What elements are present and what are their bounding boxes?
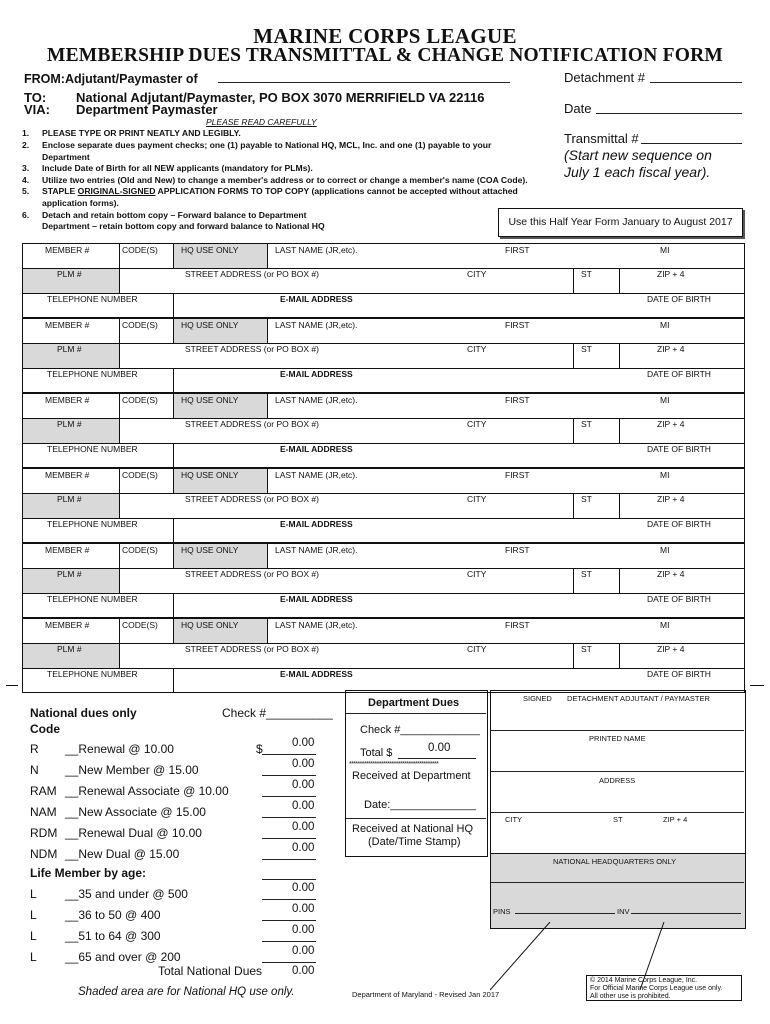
state-label: ST bbox=[581, 644, 592, 654]
department-dues-box bbox=[345, 690, 488, 857]
department-total-label: Total $ bbox=[360, 747, 393, 759]
dob-label: DATE OF BIRTH bbox=[647, 444, 711, 454]
life-member-heading: Life Member by age: bbox=[30, 866, 147, 880]
printed-name-field[interactable] bbox=[491, 731, 744, 771]
street-label: STREET ADDRESS (or PO BOX #) bbox=[185, 344, 319, 354]
dues-amount-3[interactable]: 0.00 bbox=[292, 800, 315, 812]
zip-label: ZIP + 4 bbox=[657, 569, 685, 579]
department-divider bbox=[346, 818, 486, 819]
instruction-2: 2. Enclose separate dues payment checks; one (1) payable to National HQ, MCL, Inc. and one (1) payable to your Department bbox=[22, 140, 492, 162]
dues-amount-2[interactable]: 0.00 bbox=[292, 779, 315, 791]
copyright-box bbox=[586, 975, 742, 1001]
first-name-label: FIRST bbox=[505, 545, 530, 555]
dues-code-2: RAM bbox=[30, 784, 57, 798]
half-year-note-box bbox=[498, 208, 743, 237]
dob-label: DATE OF BIRTH bbox=[647, 519, 711, 529]
last-name-label: LAST NAME (JR,etc). bbox=[275, 470, 358, 480]
transmittal-label: Transmittal # bbox=[564, 131, 639, 146]
zip-label: ZIP + 4 bbox=[657, 419, 685, 429]
pins-field[interactable] bbox=[515, 913, 615, 914]
dues-amount-line-5 bbox=[262, 859, 316, 860]
hq-use-label: HQ USE ONLY bbox=[181, 395, 239, 405]
email-label: E-MAIL ADDRESS bbox=[280, 594, 353, 604]
date-time-stamp: (Date/Time Stamp) bbox=[368, 836, 461, 848]
dues-code-4: RDM bbox=[30, 826, 58, 840]
total-national-label: Total National Dues bbox=[158, 964, 263, 978]
code-heading: Code bbox=[30, 722, 60, 736]
mi-label: MI bbox=[660, 470, 670, 480]
email-label: E-MAIL ADDRESS bbox=[280, 444, 353, 454]
copyright-line2: For Official Marine Corps League use only. bbox=[590, 985, 723, 992]
dob-label: DATE OF BIRTH bbox=[647, 594, 711, 604]
dues-amount-1[interactable]: 0.00 bbox=[292, 758, 315, 770]
read-carefully: PLEASE READ CAREFULLY bbox=[206, 117, 317, 127]
member-number-label: MEMBER # bbox=[45, 320, 90, 330]
life-amount-line-1 bbox=[262, 920, 316, 921]
street-label: STREET ADDRESS (or PO BOX #) bbox=[185, 644, 319, 654]
hq-use-label: HQ USE ONLY bbox=[181, 545, 239, 555]
dues-amount-line-2 bbox=[262, 796, 316, 797]
address-field[interactable] bbox=[491, 772, 744, 812]
dues-code-3: NAM bbox=[30, 805, 57, 819]
street-label: STREET ADDRESS (or PO BOX #) bbox=[185, 494, 319, 504]
dues-code-5: NDM bbox=[30, 847, 58, 861]
life-desc-3[interactable]: __65 and over @ 200 bbox=[65, 950, 181, 964]
life-amount-1[interactable]: 0.00 bbox=[292, 903, 315, 915]
pins-label: PINS bbox=[493, 907, 511, 916]
life-code-1: L bbox=[30, 908, 37, 922]
instruction-4: 4. Utilize two entries (Old and New) to change a member's address or to correct or change a member's name (COA Code). bbox=[22, 175, 528, 185]
nhq-divider bbox=[491, 882, 744, 883]
adjutant-label: DETACHMENT ADJUTANT / PAYMASTER bbox=[567, 694, 710, 703]
last-name-label: LAST NAME (JR,etc). bbox=[275, 245, 358, 255]
member-entry-1 bbox=[22, 243, 745, 318]
telephone-label: TELEPHONE NUMBER bbox=[47, 594, 138, 604]
life-desc-0[interactable]: __35 and under @ 500 bbox=[65, 887, 188, 901]
signature-field[interactable] bbox=[491, 690, 744, 730]
city-label: CITY bbox=[467, 644, 487, 654]
dues-amount-5[interactable]: 0.00 bbox=[292, 842, 315, 854]
sig-state-label: ST bbox=[613, 815, 623, 824]
member-entry-5 bbox=[22, 543, 745, 618]
first-name-label: FIRST bbox=[505, 620, 530, 630]
dues-code-0: R bbox=[30, 742, 39, 756]
printed-name-label: PRINTED NAME bbox=[589, 734, 646, 743]
city-label: CITY bbox=[467, 569, 487, 579]
telephone-label: TELEPHONE NUMBER bbox=[47, 294, 138, 304]
department-revised: Department of Maryland - Revised Jan 2017 bbox=[352, 990, 500, 999]
dues-prefix-0: $ bbox=[256, 742, 263, 756]
first-name-label: FIRST bbox=[505, 320, 530, 330]
dob-label: DATE OF BIRTH bbox=[647, 669, 711, 679]
instruction-6b: Department – retain bottom copy and forward balance to National HQ bbox=[42, 221, 325, 231]
national-hq-only-label: NATIONAL HEADQUARTERS ONLY bbox=[553, 857, 677, 866]
plm-label: PLM # bbox=[57, 344, 82, 354]
dues-desc-1[interactable]: __New Member @ 15.00 bbox=[65, 763, 199, 777]
last-name-label: LAST NAME (JR,etc). bbox=[275, 395, 358, 405]
department-total-amount[interactable]: 0.00 bbox=[428, 742, 451, 754]
sig-divider-3 bbox=[491, 812, 744, 813]
first-name-label: FIRST bbox=[505, 470, 530, 480]
to-value: National Adjutant/Paymaster, PO BOX 3070 MERRIFIELD VA 22116 bbox=[76, 90, 485, 105]
member-number-label: MEMBER # bbox=[45, 245, 90, 255]
life-desc-2[interactable]: __51 to 64 @ 300 bbox=[65, 929, 161, 943]
instruction-5: 5. STAPLE ORIGINAL-SIGNED APPLICATION FORMS TO TOP COPY (applications cannot be accepted without attached application forms). bbox=[22, 186, 518, 208]
dues-amount-4[interactable]: 0.00 bbox=[292, 821, 315, 833]
dues-desc-0[interactable]: __Renewal @ 10.00 bbox=[65, 742, 174, 756]
plm-label: PLM # bbox=[57, 494, 82, 504]
life-amount-2[interactable]: 0.00 bbox=[292, 924, 315, 936]
national-hq-only-box bbox=[490, 853, 746, 929]
state-label: ST bbox=[581, 269, 592, 279]
sequence-note-1: (Start new sequence on bbox=[564, 147, 712, 163]
email-label: E-MAIL ADDRESS bbox=[280, 294, 353, 304]
date-field[interactable] bbox=[596, 113, 742, 114]
date-label: Date bbox=[564, 101, 592, 116]
zip-label: ZIP + 4 bbox=[657, 494, 685, 504]
hq-use-label: HQ USE ONLY bbox=[181, 470, 239, 480]
life-amount-3[interactable]: 0.00 bbox=[292, 945, 315, 957]
state-label: ST bbox=[581, 494, 592, 504]
codes-label: CODE(S) bbox=[122, 545, 158, 555]
street-label: STREET ADDRESS (or PO BOX #) bbox=[185, 569, 319, 579]
signed-label: SIGNED bbox=[523, 694, 552, 703]
codes-label: CODE(S) bbox=[122, 245, 158, 255]
detach-mark-right bbox=[750, 685, 764, 686]
received-at-department: Received at Department bbox=[352, 770, 471, 782]
dues-amount-line-3 bbox=[262, 817, 316, 818]
detachment-field[interactable] bbox=[650, 82, 742, 83]
email-label: E-MAIL ADDRESS bbox=[280, 519, 353, 529]
zip-label: ZIP + 4 bbox=[657, 344, 685, 354]
hq-use-label: HQ USE ONLY bbox=[181, 245, 239, 255]
first-name-label: FIRST bbox=[505, 245, 530, 255]
city-label: CITY bbox=[467, 344, 487, 354]
zip-label: ZIP + 4 bbox=[657, 269, 685, 279]
state-label: ST bbox=[581, 419, 592, 429]
sig-zip-label: ZIP + 4 bbox=[663, 815, 688, 824]
sequence-note-2: July 1 each fiscal year). bbox=[564, 164, 711, 180]
copyright-line3: All other use is prohibited. bbox=[590, 993, 671, 1000]
plm-label: PLM # bbox=[57, 269, 82, 279]
dues-desc-5[interactable]: __New Dual @ 15.00 bbox=[65, 847, 180, 861]
hq-use-label: HQ USE ONLY bbox=[181, 320, 239, 330]
via-value: Department Paymaster bbox=[76, 102, 218, 117]
life-amount-line-2 bbox=[262, 941, 316, 942]
telephone-label: TELEPHONE NUMBER bbox=[47, 444, 138, 454]
email-label: E-MAIL ADDRESS bbox=[280, 369, 353, 379]
form-title-line1: MARINE CORPS LEAGUE bbox=[253, 24, 517, 48]
total-national-amount[interactable]: 0.00 bbox=[292, 965, 315, 977]
plm-label: PLM # bbox=[57, 419, 82, 429]
mi-label: MI bbox=[660, 320, 670, 330]
hq-use-label: HQ USE ONLY bbox=[181, 620, 239, 630]
department-check-field[interactable]: Check #_____________ bbox=[360, 724, 480, 736]
dues-amount-line-1 bbox=[262, 775, 316, 776]
member-number-label: MEMBER # bbox=[45, 620, 90, 630]
instruction-1: 1. PLEASE TYPE OR PRINT NEATLY AND LEGIBLY. bbox=[22, 128, 241, 138]
life-amount-line-3 bbox=[262, 962, 316, 963]
department-stars: ****************************************** bbox=[349, 761, 439, 768]
member-number-label: MEMBER # bbox=[45, 545, 90, 555]
transmittal-field[interactable] bbox=[641, 143, 742, 144]
dues-code-1: N bbox=[30, 763, 39, 777]
diagonal-left bbox=[490, 922, 550, 990]
telephone-label: TELEPHONE NUMBER bbox=[47, 369, 138, 379]
received-at-hq: Received at National HQ bbox=[352, 823, 474, 835]
street-label: STREET ADDRESS (or PO BOX #) bbox=[185, 419, 319, 429]
member-entry-2 bbox=[22, 318, 745, 393]
codes-label: CODE(S) bbox=[122, 470, 158, 480]
dues-desc-3[interactable]: __New Associate @ 15.00 bbox=[65, 805, 206, 819]
instructions-list bbox=[22, 128, 562, 232]
life-code-0: L bbox=[30, 887, 37, 901]
codes-label: CODE(S) bbox=[122, 320, 158, 330]
life-code-2: L bbox=[30, 929, 37, 943]
mi-label: MI bbox=[660, 395, 670, 405]
life-amount-line-0 bbox=[262, 899, 316, 900]
dues-desc-2[interactable]: __Renewal Associate @ 10.00 bbox=[65, 784, 229, 798]
detach-mark-left bbox=[6, 685, 18, 686]
member-number-label: MEMBER # bbox=[45, 470, 90, 480]
copyright-line1: © 2014 Marine Corps League, Inc. bbox=[590, 977, 698, 984]
life-amount-0[interactable]: 0.00 bbox=[292, 882, 315, 894]
half-year-note: Use this Half Year Form January to August 2017 bbox=[508, 216, 733, 228]
dob-label: DATE OF BIRTH bbox=[647, 369, 711, 379]
via-label: VIA: bbox=[24, 102, 50, 117]
dob-label: DATE OF BIRTH bbox=[647, 294, 711, 304]
from-field[interactable] bbox=[218, 82, 510, 83]
address-label: ADDRESS bbox=[599, 776, 636, 785]
inv-label: INV bbox=[617, 907, 630, 916]
last-name-label: LAST NAME (JR,etc). bbox=[275, 620, 358, 630]
telephone-label: TELEPHONE NUMBER bbox=[47, 519, 138, 529]
national-dues-heading: National dues only bbox=[30, 706, 137, 720]
city-label: CITY bbox=[467, 269, 487, 279]
member-entry-3 bbox=[22, 393, 745, 468]
city-label: CITY bbox=[467, 494, 487, 504]
last-name-label: LAST NAME (JR,etc). bbox=[275, 320, 358, 330]
last-name-label: LAST NAME (JR,etc). bbox=[275, 545, 358, 555]
life-desc-1[interactable]: __36 to 50 @ 400 bbox=[65, 908, 161, 922]
to-label: TO: bbox=[24, 90, 47, 105]
department-date-field[interactable]: Date:______________ bbox=[364, 799, 476, 811]
mi-label: MI bbox=[660, 545, 670, 555]
life-heading-line bbox=[262, 879, 316, 880]
zip-label: ZIP + 4 bbox=[657, 644, 685, 654]
member-entry-4 bbox=[22, 468, 745, 543]
dues-desc-4[interactable]: __Renewal Dual @ 10.00 bbox=[65, 826, 202, 840]
dues-amount-line-4 bbox=[262, 838, 316, 839]
dues-amount-line-0 bbox=[262, 754, 316, 755]
plm-label: PLM # bbox=[57, 569, 82, 579]
member-entry-6 bbox=[22, 618, 745, 693]
department-heading-divider bbox=[346, 713, 486, 714]
state-label: ST bbox=[581, 569, 592, 579]
mi-label: MI bbox=[660, 620, 670, 630]
department-dues-heading: Department Dues bbox=[368, 697, 460, 709]
detachment-label: Detachment # bbox=[564, 70, 645, 85]
instruction-3: 3. Include Date of Birth for all NEW applicants (mandatory for PLMs). bbox=[22, 163, 313, 173]
plm-label: PLM # bbox=[57, 644, 82, 654]
national-check-field[interactable]: Check #__________ bbox=[222, 706, 333, 720]
form-title-line2: MEMBERSHIP DUES TRANSMITTAL & CHANGE NOTIFICATION FORM bbox=[46, 45, 724, 66]
telephone-label: TELEPHONE NUMBER bbox=[47, 669, 138, 679]
state-label: ST bbox=[581, 344, 592, 354]
mi-label: MI bbox=[660, 245, 670, 255]
codes-label: CODE(S) bbox=[122, 395, 158, 405]
email-label: E-MAIL ADDRESS bbox=[280, 669, 353, 679]
from-label: FROM:Adjutant/Paymaster of bbox=[24, 72, 198, 86]
inv-field[interactable] bbox=[631, 913, 741, 914]
street-label: STREET ADDRESS (or PO BOX #) bbox=[185, 269, 319, 279]
member-number-label: MEMBER # bbox=[45, 395, 90, 405]
city-label: CITY bbox=[467, 419, 487, 429]
instruction-6: 6. Detach and retain bottom copy – Forward balance to Department bbox=[22, 210, 307, 220]
department-total-line bbox=[398, 758, 476, 759]
first-name-label: FIRST bbox=[505, 395, 530, 405]
codes-label: CODE(S) bbox=[122, 620, 158, 630]
sig-city-label: CITY bbox=[505, 815, 523, 824]
life-code-3: L bbox=[30, 950, 37, 964]
shaded-area-note: Shaded area are for National HQ use only. bbox=[78, 986, 295, 998]
dues-amount-0[interactable]: 0.00 bbox=[292, 737, 315, 749]
